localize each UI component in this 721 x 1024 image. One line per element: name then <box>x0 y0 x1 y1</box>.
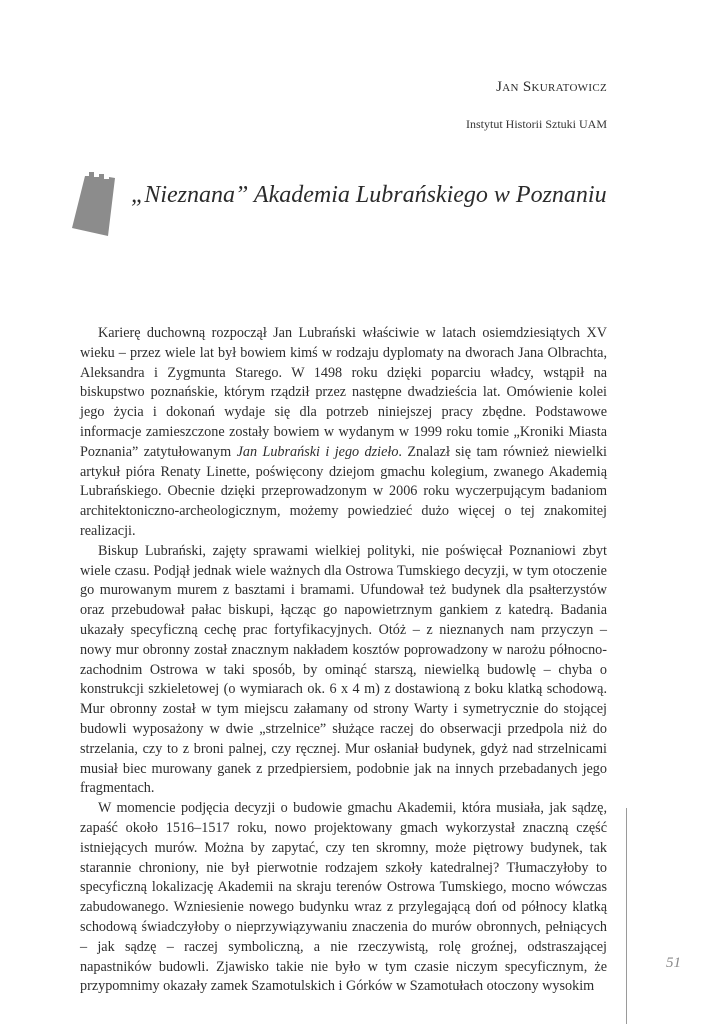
paragraph-2: Biskup Lubrański, zajęty sprawami wielkiej polityki, nie poświęcał Poznaniowi zbyt wiele czasu. Podjął jednak wiele ważnych dla Ostrowa Tumskiego decyzji, w tym otoczenie go murowanym murem z basztami i bramami. Ufundował też budynek dla psałterzystów oraz przebudował pałac biskupi, łącząc go napowietrznym gankiem z katedrą. Badania ukazały specyficzną cechę prac fortyfikacyjnych. Otóż – z nieznanych nam przyczyn – nowy mur obronny został znacznym nakładem kosztów poprowadzony w narożu północno-zachodnim Ostrowa w taki sposób, by ominąć starszą, niewielką budowlę – chyba o konstrukcji szkieletowej (o wymiarach ok. 6 x 4 m) z dostawioną z boku klatką schodową. Mur obronny został w tym miejscu załamany od strony Warty i symetrycznie do stojącej budowli wyposażony w dwie „strzelnice” służące raczej do obserwacji przedpola niż do strzelania, czy to z broni palnej, czy ręcznej. Mur osłaniał budynek, gdyż nad strzelnicami musiał biec murowany ganek z przedpiersiem, podobnie jak na innych przebadanych jego fragmentach. <box>80 542 607 797</box>
paragraph-1: Karierę duchowną rozpoczął Jan Lubrański właściwie w latach osiemdziesiątych XV wieku – przez wiele lat był bowiem kimś w rodzaju dyplomaty na dworach Jana Olbrachta, Aleksandra i Zygmunta Starego. W 1498 roku dzięki poparciu władcy, wstąpił na biskupstwo poznańskie, którym rządził przez następne dwadzieścia lat. Omówienie kolei jego życia i dokonań wydaje się dla potrzeb niniejszej pracy zbędne. Podstawowe informacje zamieszczone zostały bowiem w wydanym w 1999 roku tomie „Kroniki Miasta Poznania” zatytułowanym Jan Lubrański i jego dzieło. Znalazł się tam również niewielki artykuł pióra Renaty Linette, poświęcony dziejom gmachu kolegium, zwanego Akademią Lubrańskiego. Obecnie dzięki przeprowadzonym w 2006 roku wyczerpującym badaniom architektoniczno-archeologicznym, możemy powiedzieć dużo więcej o tej znakomitej realizacji. <box>80 325 607 539</box>
tower-icon <box>72 170 118 236</box>
article-body <box>80 324 607 997</box>
paragraph-3: W momencie podjęcia decyzji o budowie gmachu Akademii, która musiała, jak sądzę, zapaść około 1516–1517 roku, nowo projektowany gmach wykorzystał znaczną część istniejących murów. Można by zapytać, czy ten skromny, może piętrowy budynek, tak starannie chroniony, nie był pierwotnie rodzajem szkoły katedralnej? Tłumaczyłoby to specyficzną lokalizację Akademii na skraju terenów Ostrowa Tumskiego, mocno wówczas zabudowanego. Wzniesienie nowego budynku wraz z przylegającą doń od północy klatką schodową świadczyłoby o nieprzywiązywaniu znaczenia do murów obronnych, pełniących – jak sądzę – raczej symboliczną, a nie rzeczywistą, rolę groźnej, odstraszającej napastników budowli. Zjawisko takie nie było w tym czasie niczym specyficznym, że przypomnimy okazały zamek Szamotulskich i Górków w Szamotułach otoczony wysokim <box>80 800 607 995</box>
page-number: 51 <box>666 955 681 971</box>
author-name: Jan Skuratowicz <box>496 79 607 95</box>
margin-rule <box>626 808 627 1024</box>
article-title: „Nieznana” Akademia Lubrańskiego w Poznaniu <box>131 182 607 208</box>
author-affiliation: Instytut Historii Sztuki UAM <box>465 117 607 131</box>
